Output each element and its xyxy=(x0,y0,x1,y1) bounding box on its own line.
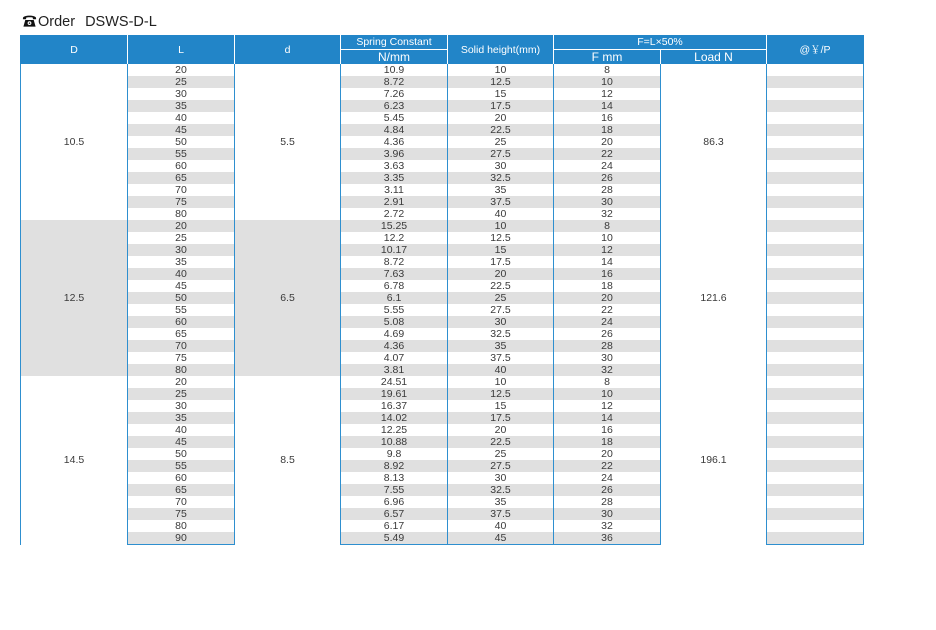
cell-f-mm: 20 xyxy=(554,448,661,460)
cell-f-mm: 12 xyxy=(554,244,661,256)
cell-spring-constant: 5.55 xyxy=(341,304,448,316)
cell-spring-constant: 7.26 xyxy=(341,88,448,100)
cell-spring-constant: 10.17 xyxy=(341,244,448,256)
cell-f-mm: 10 xyxy=(554,232,661,244)
table-body xyxy=(21,64,864,545)
cell-spring-constant: 2.72 xyxy=(341,208,448,220)
cell-price xyxy=(767,268,864,280)
cell-spring-constant: 7.63 xyxy=(341,268,448,280)
cell-spring-constant: 8.92 xyxy=(341,460,448,472)
cell-spring-constant: 4.36 xyxy=(341,136,448,148)
cell-price xyxy=(767,148,864,160)
cell-price xyxy=(767,220,864,232)
cell-f-mm: 10 xyxy=(554,76,661,88)
table-row xyxy=(21,220,864,232)
cell-f-mm: 28 xyxy=(554,340,661,352)
cell-solid-height: 32.5 xyxy=(448,484,554,496)
cell-price xyxy=(767,196,864,208)
cell-L: 75 xyxy=(128,508,235,520)
cell-L: 65 xyxy=(128,328,235,340)
cell-solid-height: 22.5 xyxy=(448,124,554,136)
cell-spring-constant: 10.88 xyxy=(341,436,448,448)
col-spring-unit-header: N/mm xyxy=(341,50,448,65)
cell-L: 70 xyxy=(128,340,235,352)
cell-price xyxy=(767,496,864,508)
spec-table xyxy=(20,35,864,545)
cell-price xyxy=(767,400,864,412)
cell-f-mm: 30 xyxy=(554,196,661,208)
cell-spring-constant: 9.8 xyxy=(341,448,448,460)
cell-spring-constant: 14.02 xyxy=(341,412,448,424)
cell-spring-constant: 3.63 xyxy=(341,160,448,172)
cell-L: 25 xyxy=(128,388,235,400)
cell-price xyxy=(767,76,864,88)
cell-f-mm: 8 xyxy=(554,220,661,232)
cell-f-mm: 14 xyxy=(554,256,661,268)
cell-f-mm: 24 xyxy=(554,160,661,172)
cell-f-mm: 28 xyxy=(554,184,661,196)
cell-solid-height: 32.5 xyxy=(448,328,554,340)
cell-spring-constant: 6.1 xyxy=(341,292,448,304)
telephone-icon xyxy=(22,12,37,28)
cell-L: 45 xyxy=(128,124,235,136)
cell-spring-constant: 4.36 xyxy=(341,340,448,352)
cell-solid-height: 22.5 xyxy=(448,280,554,292)
cell-price xyxy=(767,448,864,460)
cell-solid-height: 45 xyxy=(448,532,554,545)
cell-price xyxy=(767,292,864,304)
cell-solid-height: 15 xyxy=(448,400,554,412)
cell-spring-constant: 8.72 xyxy=(341,256,448,268)
cell-price xyxy=(767,232,864,244)
cell-price xyxy=(767,412,864,424)
order-label: Order xyxy=(38,14,76,30)
cell-L: 40 xyxy=(128,112,235,124)
cell-solid-height: 40 xyxy=(448,520,554,532)
cell-price xyxy=(767,136,864,148)
cell-price xyxy=(767,388,864,400)
col-price-header: @￥/P xyxy=(767,35,864,64)
cell-solid-height: 17.5 xyxy=(448,100,554,112)
cell-f-mm: 24 xyxy=(554,316,661,328)
cell-spring-constant: 2.91 xyxy=(341,196,448,208)
cell-L: 35 xyxy=(128,256,235,268)
cell-L: 65 xyxy=(128,484,235,496)
cell-L: 65 xyxy=(128,172,235,184)
cell-solid-height: 25 xyxy=(448,136,554,148)
cell-L: 70 xyxy=(128,496,235,508)
cell-f-mm: 26 xyxy=(554,328,661,340)
cell-L: 30 xyxy=(128,244,235,256)
cell-L: 55 xyxy=(128,304,235,316)
cell-solid-height: 40 xyxy=(448,208,554,220)
cell-spring-constant: 6.23 xyxy=(341,100,448,112)
cell-spring-constant: 10.9 xyxy=(341,64,448,76)
cell-price xyxy=(767,316,864,328)
cell-f-mm: 18 xyxy=(554,436,661,448)
cell-L: 80 xyxy=(128,364,235,376)
cell-L: 50 xyxy=(128,136,235,148)
cell-L: 90 xyxy=(128,532,235,545)
cell-f-mm: 24 xyxy=(554,472,661,484)
cell-solid-height: 15 xyxy=(448,244,554,256)
cell-solid-height: 12.5 xyxy=(448,76,554,88)
cell-L: 45 xyxy=(128,280,235,292)
cell-D: 14.5 xyxy=(21,376,128,545)
cell-L: 55 xyxy=(128,460,235,472)
cell-f-mm: 14 xyxy=(554,412,661,424)
cell-d: 8.5 xyxy=(235,376,341,545)
cell-L: 60 xyxy=(128,316,235,328)
cell-price xyxy=(767,100,864,112)
cell-f-mm: 26 xyxy=(554,172,661,184)
cell-f-mm: 12 xyxy=(554,400,661,412)
cell-spring-constant: 6.17 xyxy=(341,520,448,532)
cell-spring-constant: 15.25 xyxy=(341,220,448,232)
cell-price xyxy=(767,376,864,388)
cell-spring-constant: 5.49 xyxy=(341,532,448,545)
cell-spring-constant: 5.08 xyxy=(341,316,448,328)
cell-f-mm: 18 xyxy=(554,280,661,292)
cell-L: 30 xyxy=(128,88,235,100)
cell-solid-height: 25 xyxy=(448,448,554,460)
cell-solid-height: 37.5 xyxy=(448,352,554,364)
cell-load: 121.6 xyxy=(661,220,767,376)
cell-solid-height: 37.5 xyxy=(448,196,554,208)
col-f-group-header: F=L×50% xyxy=(554,35,767,50)
cell-f-mm: 14 xyxy=(554,100,661,112)
cell-f-mm: 32 xyxy=(554,364,661,376)
cell-spring-constant: 4.69 xyxy=(341,328,448,340)
cell-spring-constant: 3.11 xyxy=(341,184,448,196)
cell-L: 50 xyxy=(128,448,235,460)
cell-price xyxy=(767,124,864,136)
cell-price xyxy=(767,112,864,124)
cell-price xyxy=(767,304,864,316)
cell-solid-height: 25 xyxy=(448,292,554,304)
cell-L: 35 xyxy=(128,412,235,424)
cell-f-mm: 28 xyxy=(554,496,661,508)
cell-L: 60 xyxy=(128,472,235,484)
cell-D: 10.5 xyxy=(21,64,128,220)
cell-solid-height: 40 xyxy=(448,364,554,376)
cell-solid-height: 22.5 xyxy=(448,436,554,448)
cell-spring-constant: 24.51 xyxy=(341,376,448,388)
cell-price xyxy=(767,352,864,364)
cell-f-mm: 32 xyxy=(554,520,661,532)
cell-spring-constant: 12.25 xyxy=(341,424,448,436)
cell-solid-height: 27.5 xyxy=(448,148,554,160)
table-row xyxy=(21,64,864,76)
cell-L: 60 xyxy=(128,160,235,172)
cell-f-mm: 18 xyxy=(554,124,661,136)
model-code: DSWS-D-L xyxy=(85,14,157,30)
cell-f-mm: 16 xyxy=(554,424,661,436)
cell-solid-height: 15 xyxy=(448,88,554,100)
cell-L: 20 xyxy=(128,220,235,232)
cell-solid-height: 10 xyxy=(448,220,554,232)
cell-L: 25 xyxy=(128,76,235,88)
table-row xyxy=(21,376,864,388)
cell-f-mm: 12 xyxy=(554,88,661,100)
cell-price xyxy=(767,88,864,100)
cell-solid-height: 30 xyxy=(448,160,554,172)
cell-price xyxy=(767,436,864,448)
cell-price xyxy=(767,64,864,76)
cell-solid-height: 32.5 xyxy=(448,172,554,184)
cell-f-mm: 8 xyxy=(554,64,661,76)
cell-spring-constant: 5.45 xyxy=(341,112,448,124)
cell-spring-constant: 3.35 xyxy=(341,172,448,184)
cell-spring-constant: 4.07 xyxy=(341,352,448,364)
cell-f-mm: 10 xyxy=(554,388,661,400)
order-heading xyxy=(22,12,157,32)
cell-L: 70 xyxy=(128,184,235,196)
cell-spring-constant: 6.78 xyxy=(341,280,448,292)
cell-solid-height: 12.5 xyxy=(448,232,554,244)
cell-L: 40 xyxy=(128,424,235,436)
cell-f-mm: 36 xyxy=(554,532,661,545)
cell-f-mm: 20 xyxy=(554,292,661,304)
cell-price xyxy=(767,256,864,268)
cell-price xyxy=(767,472,864,484)
cell-spring-constant: 7.55 xyxy=(341,484,448,496)
cell-D: 12.5 xyxy=(21,220,128,376)
cell-L: 40 xyxy=(128,268,235,280)
cell-f-mm: 22 xyxy=(554,304,661,316)
cell-price xyxy=(767,424,864,436)
cell-solid-height: 27.5 xyxy=(448,460,554,472)
cell-load: 86.3 xyxy=(661,64,767,220)
cell-solid-height: 20 xyxy=(448,268,554,280)
cell-load: 196.1 xyxy=(661,376,767,545)
cell-L: 80 xyxy=(128,520,235,532)
col-f-mm-header: F mm xyxy=(554,50,661,65)
cell-solid-height: 10 xyxy=(448,376,554,388)
col-solid-height-header: Solid height(mm) xyxy=(448,35,554,64)
cell-solid-height: 20 xyxy=(448,424,554,436)
cell-L: 75 xyxy=(128,352,235,364)
cell-L: 80 xyxy=(128,208,235,220)
cell-solid-height: 17.5 xyxy=(448,256,554,268)
cell-d: 5.5 xyxy=(235,64,341,220)
cell-solid-height: 35 xyxy=(448,496,554,508)
cell-f-mm: 20 xyxy=(554,136,661,148)
cell-spring-constant: 6.57 xyxy=(341,508,448,520)
cell-L: 30 xyxy=(128,400,235,412)
cell-L: 50 xyxy=(128,292,235,304)
cell-f-mm: 22 xyxy=(554,460,661,472)
cell-price xyxy=(767,184,864,196)
cell-solid-height: 20 xyxy=(448,112,554,124)
cell-spring-constant: 6.96 xyxy=(341,496,448,508)
cell-L: 35 xyxy=(128,100,235,112)
cell-solid-height: 37.5 xyxy=(448,508,554,520)
cell-solid-height: 27.5 xyxy=(448,304,554,316)
cell-solid-height: 35 xyxy=(448,340,554,352)
cell-price xyxy=(767,340,864,352)
cell-L: 20 xyxy=(128,376,235,388)
cell-price xyxy=(767,484,864,496)
col-spring-constant-header: Spring Constant xyxy=(341,35,448,50)
cell-f-mm: 32 xyxy=(554,208,661,220)
cell-solid-height: 12.5 xyxy=(448,388,554,400)
cell-price xyxy=(767,460,864,472)
cell-L: 25 xyxy=(128,232,235,244)
cell-price xyxy=(767,364,864,376)
cell-f-mm: 22 xyxy=(554,148,661,160)
cell-price xyxy=(767,532,864,545)
cell-f-mm: 30 xyxy=(554,352,661,364)
cell-solid-height: 30 xyxy=(448,316,554,328)
cell-spring-constant: 8.72 xyxy=(341,76,448,88)
cell-spring-constant: 19.61 xyxy=(341,388,448,400)
cell-price xyxy=(767,328,864,340)
cell-price xyxy=(767,244,864,256)
cell-L: 20 xyxy=(128,64,235,76)
cell-f-mm: 8 xyxy=(554,376,661,388)
table-header xyxy=(21,35,864,64)
col-d-header: d xyxy=(235,35,341,64)
cell-spring-constant: 8.13 xyxy=(341,472,448,484)
cell-solid-height: 10 xyxy=(448,64,554,76)
cell-price xyxy=(767,172,864,184)
cell-spring-constant: 3.96 xyxy=(341,148,448,160)
cell-price xyxy=(767,160,864,172)
cell-spring-constant: 4.84 xyxy=(341,124,448,136)
cell-price xyxy=(767,208,864,220)
cell-spring-constant: 16.37 xyxy=(341,400,448,412)
cell-L: 75 xyxy=(128,196,235,208)
cell-price xyxy=(767,280,864,292)
cell-f-mm: 26 xyxy=(554,484,661,496)
cell-solid-height: 17.5 xyxy=(448,412,554,424)
cell-f-mm: 30 xyxy=(554,508,661,520)
col-load-header: Load N xyxy=(661,50,767,65)
col-D-header: D xyxy=(21,35,128,64)
cell-price xyxy=(767,508,864,520)
cell-L: 55 xyxy=(128,148,235,160)
cell-d: 6.5 xyxy=(235,220,341,376)
cell-solid-height: 30 xyxy=(448,472,554,484)
cell-f-mm: 16 xyxy=(554,112,661,124)
cell-price xyxy=(767,520,864,532)
cell-solid-height: 35 xyxy=(448,184,554,196)
cell-f-mm: 16 xyxy=(554,268,661,280)
cell-spring-constant: 12.2 xyxy=(341,232,448,244)
cell-spring-constant: 3.81 xyxy=(341,364,448,376)
col-L-header: L xyxy=(128,35,235,64)
cell-L: 45 xyxy=(128,436,235,448)
